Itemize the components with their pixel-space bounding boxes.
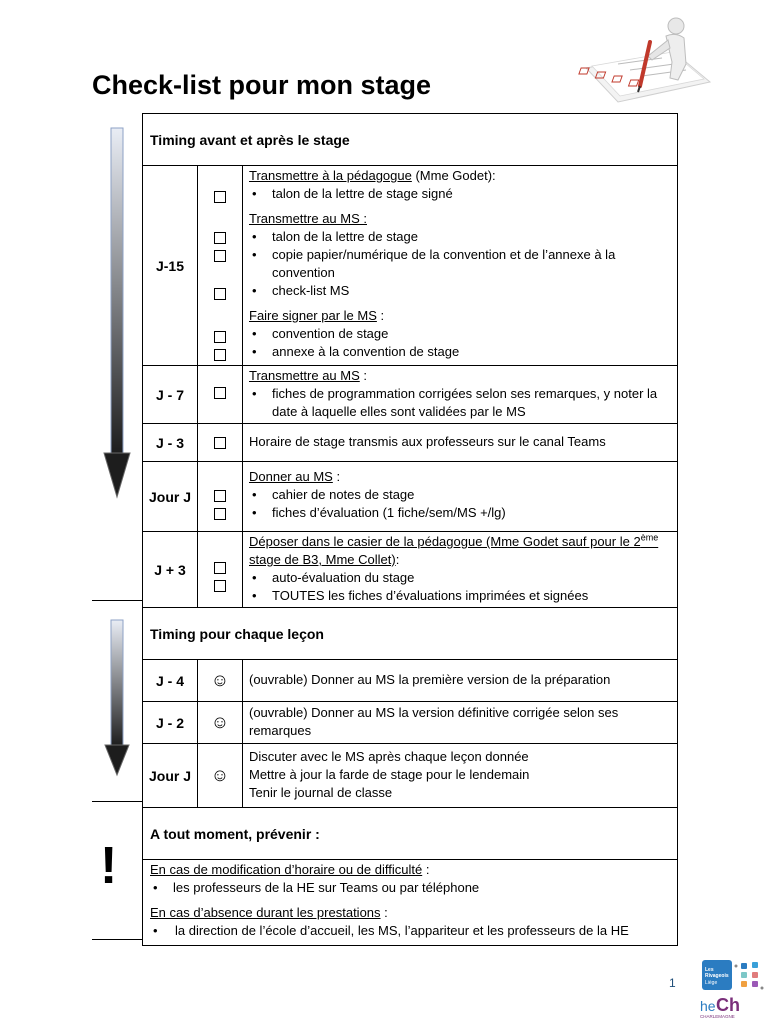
timing-label: J - 4 bbox=[143, 660, 198, 702]
table-row bbox=[143, 744, 678, 808]
list-item-text: convention de stage bbox=[272, 326, 389, 341]
table-row bbox=[143, 702, 678, 744]
page-title: Check-list pour mon stage bbox=[92, 70, 432, 100]
task-title: En cas de modification d’horaire ou de difficulté bbox=[150, 862, 423, 877]
checkbox-icon[interactable] bbox=[214, 331, 226, 343]
checkbox-icon[interactable] bbox=[214, 508, 226, 520]
task-title: Donner au MS bbox=[249, 469, 333, 484]
list-item-text: copie papier/numérique de la convention et de l’annexe à la convention bbox=[272, 247, 616, 280]
task-cell bbox=[143, 860, 678, 946]
checkbox-icon[interactable] bbox=[214, 437, 226, 449]
checkbox-icon[interactable] bbox=[214, 232, 226, 244]
task-cell bbox=[243, 532, 678, 608]
bullet: • bbox=[252, 186, 257, 201]
section-divider bbox=[92, 939, 143, 940]
smiley-column bbox=[198, 702, 243, 744]
task-text: (ouvrable) Donner au MS la première version de la préparation bbox=[249, 672, 611, 687]
down-arrow-icon bbox=[102, 127, 132, 499]
table-row bbox=[143, 860, 678, 946]
list-item-text: annexe à la convention de stage bbox=[272, 344, 460, 359]
bullet: • bbox=[153, 880, 158, 895]
list-item-text: talon de la lettre de stage bbox=[272, 229, 418, 244]
bullet: • bbox=[252, 386, 257, 401]
table-row bbox=[143, 462, 678, 532]
task-cell bbox=[243, 366, 678, 424]
task-cell bbox=[243, 744, 678, 808]
task-title-tail: : bbox=[395, 552, 400, 567]
list-item bbox=[249, 486, 671, 504]
task-title bbox=[249, 533, 671, 569]
list-item-text: auto-évaluation du stage bbox=[272, 570, 415, 585]
task-title: Transmettre au MS : bbox=[249, 211, 367, 226]
task-title-tail: : bbox=[422, 862, 430, 877]
down-arrow-icon bbox=[104, 619, 130, 777]
exclamation-icon: ! bbox=[100, 837, 118, 895]
list-item-text: fiches de programmation corrigées selon ses remarques, y noter la date à laquelle elles sont validées par le MS bbox=[272, 386, 658, 419]
page-number: 1 bbox=[669, 976, 676, 990]
bullet: • bbox=[252, 326, 257, 341]
list-item bbox=[249, 385, 671, 421]
list-item-text: fiches d’évaluation (1 fiche/sem/MS +/lg) bbox=[272, 505, 506, 520]
checklist-table bbox=[142, 113, 678, 946]
list-item-text: cahier de notes de stage bbox=[272, 487, 415, 502]
task-text: Horaire de stage transmis aux professeurs sur le canal Teams bbox=[249, 434, 606, 449]
task-cell bbox=[243, 660, 678, 702]
logo-text: he bbox=[700, 998, 716, 1014]
task-text: Mettre à jour la farde de stage pour le lendemain bbox=[249, 767, 530, 782]
timing-label: J - 7 bbox=[143, 366, 198, 424]
bullet: • bbox=[252, 588, 257, 603]
checklist-illustration bbox=[578, 16, 718, 108]
list-item-text: check-list MS bbox=[272, 283, 350, 298]
bullet: • bbox=[252, 505, 257, 520]
task-title-tail: (Mme Godet): bbox=[411, 168, 496, 183]
task-title-tail: : bbox=[332, 469, 341, 484]
task-title-tail: : bbox=[380, 905, 388, 920]
list-item bbox=[249, 569, 671, 587]
task-title-part: Déposer dans le casier de la pédagogue (Mme Godet sauf pour le 2 bbox=[249, 534, 641, 549]
list-item bbox=[249, 325, 671, 343]
checkbox-icon[interactable] bbox=[214, 580, 226, 592]
task-title-tail: : bbox=[359, 368, 368, 383]
smiley-icon: ☺ bbox=[210, 765, 230, 785]
checkbox-icon[interactable] bbox=[214, 562, 226, 574]
logo-text: Rivageois bbox=[705, 973, 729, 979]
section-header: A tout moment, prévenir : bbox=[143, 808, 678, 860]
checkbox-column bbox=[198, 462, 243, 532]
checkbox-column bbox=[198, 366, 243, 424]
timing-label: J - 3 bbox=[143, 424, 198, 462]
list-item bbox=[249, 246, 671, 282]
smiley-column bbox=[198, 744, 243, 808]
list-item bbox=[249, 343, 671, 361]
bullet: • bbox=[252, 247, 257, 262]
logo-text: CHARLEMAGNE bbox=[700, 1014, 735, 1019]
list-item bbox=[249, 185, 671, 203]
superscript: ème bbox=[640, 532, 659, 543]
smiley-icon: ☺ bbox=[210, 670, 230, 690]
bullet: • bbox=[252, 283, 257, 298]
bullet: • bbox=[252, 344, 257, 359]
task-title-part: stage de B3, Mme Collet) bbox=[249, 552, 396, 567]
task-cell bbox=[243, 166, 678, 366]
task-title: Transmettre à la pédagogue bbox=[249, 168, 412, 183]
checkbox-column bbox=[198, 166, 243, 366]
checkbox-column bbox=[198, 532, 243, 608]
timing-label: J-15 bbox=[143, 166, 198, 366]
list-item bbox=[249, 504, 671, 522]
task-title: Transmettre au MS bbox=[249, 368, 360, 383]
smiley-icon: ☺ bbox=[210, 712, 230, 732]
checkbox-icon[interactable] bbox=[214, 349, 226, 361]
logo-text: Ch bbox=[716, 995, 740, 1015]
timing-label: J - 2 bbox=[143, 702, 198, 744]
task-cell bbox=[243, 462, 678, 532]
checkbox-column bbox=[198, 424, 243, 462]
bullet: • bbox=[252, 487, 257, 502]
task-title-tail: : bbox=[376, 308, 385, 323]
checkbox-icon[interactable] bbox=[214, 191, 226, 203]
task-text: Tenir le journal de classe bbox=[249, 785, 393, 800]
task-text: Discuter avec le MS après chaque leçon donnée bbox=[249, 749, 529, 764]
school-logo bbox=[700, 960, 766, 1020]
list-item bbox=[150, 879, 671, 897]
checkbox-icon[interactable] bbox=[214, 250, 226, 262]
list-item bbox=[249, 282, 671, 300]
logo-text: Liège bbox=[705, 980, 718, 986]
task-text: (ouvrable) Donner au MS la version définitive corrigée selon ses remarques bbox=[249, 705, 619, 738]
bullet: • bbox=[252, 570, 257, 585]
list-item-text: TOUTES les fiches d’évaluations imprimées et signées bbox=[272, 588, 589, 603]
bullet: • bbox=[252, 229, 257, 244]
list-item-text: talon de la lettre de stage signé bbox=[272, 186, 453, 201]
checkbox-icon[interactable] bbox=[214, 490, 226, 502]
list-item bbox=[249, 228, 671, 246]
section-header: Timing avant et après le stage bbox=[143, 114, 678, 166]
section-divider bbox=[92, 801, 143, 802]
task-title: En cas d’absence durant les prestations bbox=[150, 905, 381, 920]
table-row bbox=[143, 660, 678, 702]
section-divider bbox=[92, 600, 143, 601]
list-item-text: les professeurs de la HE sur Teams ou par téléphone bbox=[173, 880, 480, 895]
smiley-column bbox=[198, 660, 243, 702]
section-header: Timing pour chaque leçon bbox=[143, 608, 678, 660]
timing-label: Jour J bbox=[143, 462, 198, 532]
timing-label: J + 3 bbox=[143, 532, 198, 608]
table-row bbox=[143, 532, 678, 608]
list-item-text: la direction de l’école d’accueil, les MS, l’appariteur et les professeurs de la HE bbox=[175, 923, 629, 938]
table-row bbox=[143, 366, 678, 424]
list-item bbox=[249, 587, 671, 605]
logo-text: Les bbox=[705, 967, 714, 973]
checkbox-icon[interactable] bbox=[214, 288, 226, 300]
checkbox-icon[interactable] bbox=[214, 387, 226, 399]
timing-label: Jour J bbox=[143, 744, 198, 808]
table-row bbox=[143, 424, 678, 462]
task-cell bbox=[243, 424, 678, 462]
task-title: Faire signer par le MS bbox=[249, 308, 377, 323]
task-cell bbox=[243, 702, 678, 744]
bullet: • bbox=[153, 923, 158, 938]
table-row bbox=[143, 166, 678, 366]
list-item bbox=[150, 922, 671, 940]
